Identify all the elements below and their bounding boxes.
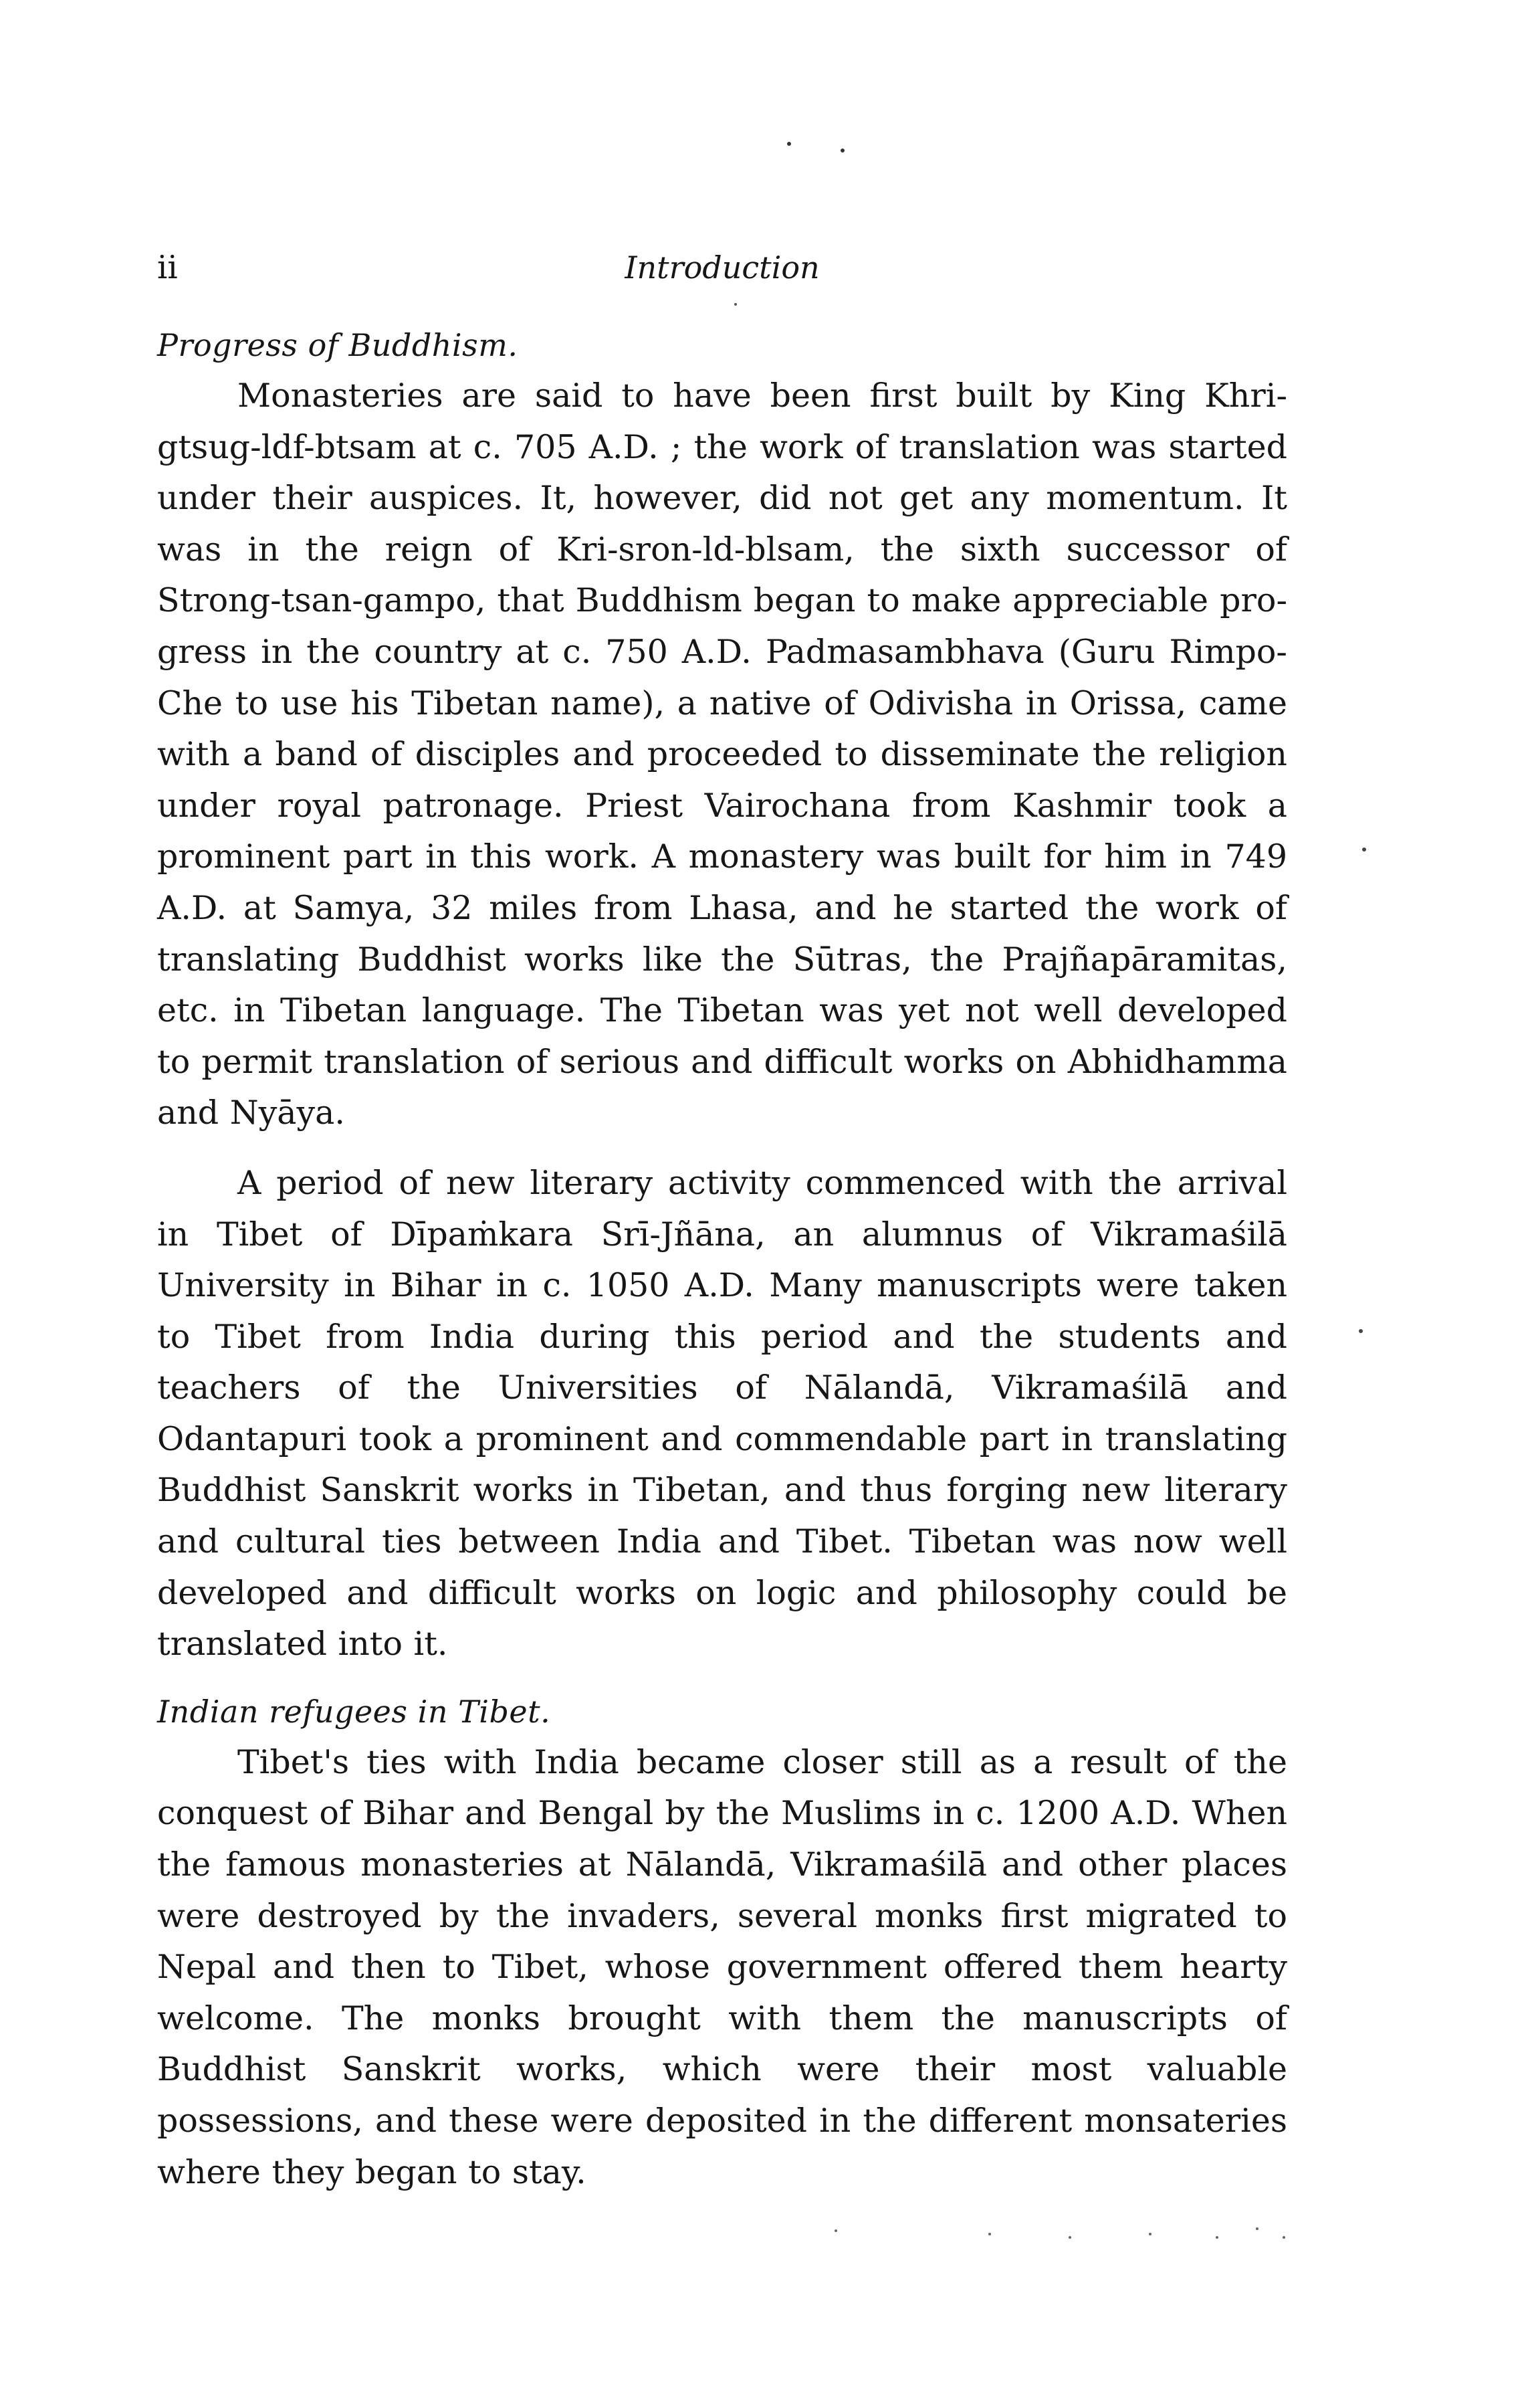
page-number: ii xyxy=(157,249,178,286)
running-head xyxy=(157,244,1287,291)
paragraph-tibets-ties: Tibet's ties with India became closer still as a result of the conquest of Bihar and Bengal by the Muslims in c. 1200 A.D. When the famous monasteries at Nālandā, Vikramaśilā and other places were destroyed by the invaders, several monks first migrated to Nepal and then to Tibet, whose government offered them hearty welcome. The monks brought with them the manuscripts of Buddhist Sanskrit works, which were their most valuable possessions, and these were deposited in the different monsateries where they began to stay. xyxy=(157,1742,1287,2191)
body-text xyxy=(157,320,1287,2198)
running-title: Introduction xyxy=(625,249,820,286)
section-heading-progress-of-buddhism: Progress of Buddhism. xyxy=(157,327,518,363)
paragraph-monasteries: Monasteries are said to have been first built by King Khri-gtsug-ldf-btsam at c. 705 A.D. ; the work of translation was started under their auspices. It, however, did not get any momentum. It was in the reign of Kri-sron-ld-blsam, the sixth successor of Strong-tsan-gampo, that Buddhism began to make appreciable progress in the country at c. 750 A.D. Padmasambhava (Guru Rimpo-Che to use his Tibetan name), a native of Odivisha in Orissa, came with a band of disciples and proceeded to disseminate the religion under royal patronage. Priest Vairochana from Kashmir took a prominent part in this work. A monastery was built for him in 749 A.D. at Samya, 32 miles from Lhasa, and he started the work of translating Buddhist works like the Sūtras, the Prajñapāramitas, etc. in Tibetan language. The Tibetan was yet not well developed to permit translation of serious and difficult works on Abhidhamma and Nyāya. xyxy=(157,377,1287,1132)
section-heading-indian-refugees: Indian refugees in Tibet. xyxy=(157,1693,551,1730)
paragraph-new-literary-activity: A period of new literary activity commenced with the arrival in Tibet of Dīpaṁkara Srī-Jñāna, an alumnus of Vikramaśilā University in Bihar in c. 1050 A.D. Many manuscripts were taken to Tibet from India during this period and the students and teachers of the Universities of Nālandā, Vikramaśilā and Odantapuri took a prominent and commendable part in translating Buddhist Sanskrit works in Tibetan, and thus forging new literary and cultural ties between India and Tibet. Tibetan was now well developed and difficult works on logic and philosophy could be translated into it. xyxy=(157,1163,1287,1664)
